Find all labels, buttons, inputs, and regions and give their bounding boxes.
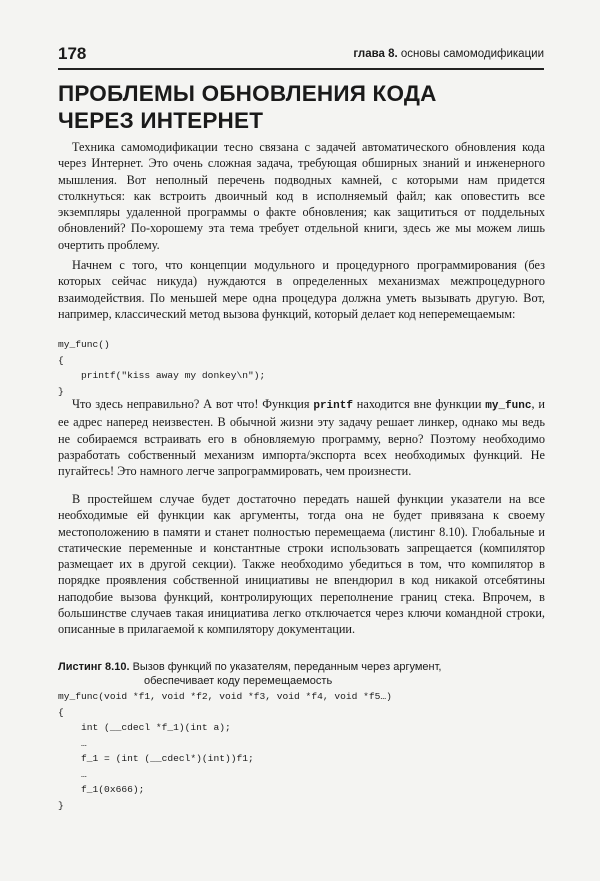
listing-caption xyxy=(58,660,545,688)
section-title xyxy=(58,80,548,134)
paragraph-3 xyxy=(58,396,545,479)
listing-label: Листинг 8.10. xyxy=(58,661,130,673)
code-block-1: my_func() { printf("kiss away my donkey\n"); } xyxy=(58,339,266,397)
listing-caption-line-1: Вызов функций по указателям, переданным через аргумент, xyxy=(132,661,442,673)
paragraph-3-text-b: находится вне функции xyxy=(352,397,486,411)
inline-code-printf: printf xyxy=(313,400,353,412)
running-head xyxy=(58,44,544,70)
listing-caption-line-2: обеспечивает коду перемещаемость xyxy=(144,675,333,687)
paragraph-3-text-c: , и ее адрес наперед неизвестен. В обычной жизни эту задачу решает линкер, однако мы ведь не собираемся встраивать его в обновляемую программу, верно? Поэтому необходимо разработать собственный механизм импорта/экспорта всех необходимых функций. Не пугайтесь! Это намного легче запрограммировать, чем произнести. xyxy=(58,397,545,479)
section-title-line-1: ПРОБЛЕМЫ ОБНОВЛЕНИЯ КОДА xyxy=(58,81,437,106)
page-number: 178 xyxy=(58,44,87,63)
chapter-number: глава 8. xyxy=(353,48,398,60)
inline-code-my-func: my_func xyxy=(485,400,532,412)
chapter-title xyxy=(353,48,544,60)
paragraph-1: Техника самомодификации тесно связана с задачей автоматического обновления кода через Интернет. Это очень сложная задача, требующая обширных знаний и инженерного мышления. Вот неполный перечень подводных камней, с которыми нам придется столкнуться: как встроить двоичный код в исполняемый файл; как оповестить все экземпляры удаленной программы о факте обновления; как защититься от поддельных обновлений? По-хорошему эта тема требует отдельной книги, здесь же мы можем лишь очертить проблему. xyxy=(58,140,545,252)
code-block-2: my_func(void *f1, void *f2, void *f3, void *f4, void *f5…) { int (__cdecl *f_1)(int a); … f_1 = (int (__cdecl*)(int))f1; … f_1(0x666); } xyxy=(58,691,392,811)
paragraph-3-text-a: Что здесь неправильно? А вот что! Функция xyxy=(72,397,314,411)
chapter-name: основы самомодификации xyxy=(400,48,544,60)
paragraph-2: Начнем с того, что концепции модульного и процедурного программирования (без которых сейчас никуда) нуждаются в определенных механизмах межпроцедурного взаимодействия. По меньшей мере одна процедура должна уметь вызывать другую. Вот, например, классический метод вызова функций, который делает код неперемещаемым: xyxy=(58,258,545,321)
paragraph-4: В простейшем случае будет достаточно передать нашей функции указатели на все необходимые ей функции как аргументы, тогда она не будет привязана к своему местоположению в памяти и станет полностью перемещаема (листинг 8.10). Глобальные и статические переменные и константные строки использовать запрещается (компилятор размещает их в другой секции). Также необходимо убедиться в том, что компилятор в порядке проявления собственной инициативы не впендюрил в код никакой отсебятины наподобие вызова функций, контролирующих переполнение границ стека. Впрочем, в большинстве случаев такая инициатива легко отключается через ключи командной строки, описанные в прилагаемой к компилятору документации. xyxy=(58,492,545,637)
section-title-line-2: ЧЕРЕЗ ИНТЕРНЕТ xyxy=(58,108,264,133)
